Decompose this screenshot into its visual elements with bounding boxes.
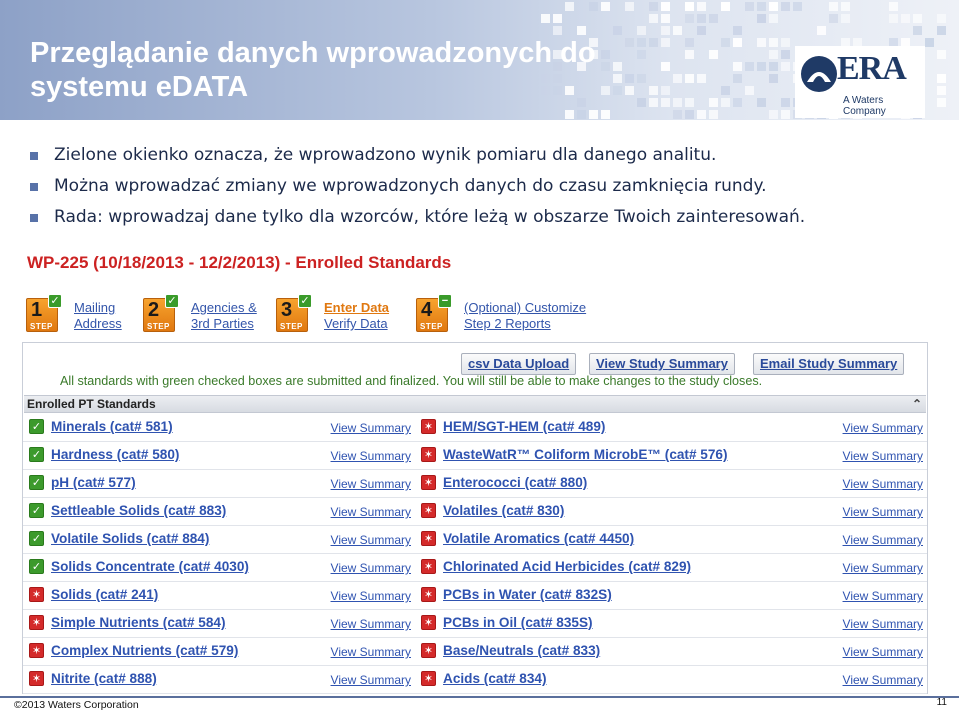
view-summary-link[interactable]: View Summary [330,561,411,575]
standard-link[interactable]: Simple Nutrients (cat# 584) [51,615,226,630]
standard-link[interactable]: PCBs in Oil (cat# 835S) [443,615,593,630]
view-summary-link[interactable]: View Summary [330,505,411,519]
standard-row [23,638,415,666]
standard-link[interactable]: Volatile Aromatics (cat# 4450) [443,531,635,546]
check-icon: ✓ [29,419,44,434]
step-link[interactable]: (Optional) Customize [464,300,587,315]
check-icon: ✓ [29,503,44,518]
star-icon: ✶ [421,615,436,630]
standard-row [23,414,415,442]
check-icon: ✓ [29,447,44,462]
slide-title: Przeglądanie danych wprowadzonych do systemu eDATA [30,37,596,103]
standard-row [415,470,927,498]
standard-row [415,666,927,694]
check-icon: ✓ [29,475,44,490]
standard-row [415,582,927,610]
step-word: STEP [30,322,53,331]
standard-link[interactable]: Solids Concentrate (cat# 4030) [51,559,249,574]
standard-link[interactable]: WasteWatR™ Coliform MicrobE™ (cat# 576) [443,447,728,462]
bullet-text: Można wprowadzać zmiany we wprowadzonych danych do czasu zamknięcia rundy. [54,176,767,196]
view-summary-link[interactable]: View Summary [330,673,411,687]
view-summary-link[interactable]: View Summary [330,645,411,659]
view-summary-link[interactable]: View Summary [842,533,923,547]
star-icon: ✶ [421,671,436,686]
view-summary-link[interactable]: View Summary [330,449,411,463]
view-summary-link[interactable]: View Summary [842,589,923,603]
view-summary-link[interactable]: View Summary [842,645,923,659]
standard-row [415,554,927,582]
view-summary-link[interactable]: View Summary [330,617,411,631]
bullet-marker [30,183,38,191]
check-icon: ✓ [48,294,62,308]
step-links [464,300,586,332]
logo-tagline: A Waters Company [843,95,886,117]
check-icon: ✓ [165,294,179,308]
standard-row [23,526,415,554]
standard-row [23,498,415,526]
standard-row [23,610,415,638]
era-logo [795,46,925,118]
step-word: STEP [420,322,443,331]
standard-link[interactable]: Enterococci (cat# 880) [443,475,588,490]
logo-brand: ERA [837,50,906,87]
standard-row [415,414,927,442]
step-number: 2 [148,299,160,321]
standard-row [23,442,415,470]
step-link[interactable]: Mailing [74,300,116,315]
standard-link[interactable]: Volatiles (cat# 830) [443,503,565,518]
bullet-marker [30,152,38,160]
view-summary-link[interactable]: View Summary [842,617,923,631]
step-navigation [26,296,626,336]
step-number: 3 [281,299,293,321]
view-summary-link[interactable]: View Summary [842,505,923,519]
bullet-item [30,206,955,237]
step-word: STEP [147,322,170,331]
step-link[interactable]: Agencies & [191,300,257,315]
standard-link[interactable]: Complex Nutrients (cat# 579) [51,643,239,658]
standard-row [415,498,927,526]
standard-row [23,666,415,694]
standard-row [415,442,927,470]
star-icon: ✶ [29,643,44,658]
view-summary-link[interactable]: View Summary [330,589,411,603]
star-icon: ✶ [421,531,436,546]
view-summary-link[interactable]: View Summary [842,673,923,687]
view-study-summary-button[interactable]: View Study Summary [589,353,735,375]
step-link[interactable]: Verify Data [324,316,388,331]
view-summary-link[interactable]: View Summary [842,561,923,575]
step-links [74,300,122,332]
star-icon: ✶ [29,671,44,686]
view-summary-link[interactable]: View Summary [330,533,411,547]
step-link[interactable]: Step 2 Reports [464,316,551,331]
page-number: 11 [936,697,947,708]
view-summary-link[interactable]: View Summary [842,449,923,463]
section-header[interactable] [24,395,926,413]
standard-link[interactable]: Solids (cat# 241) [51,587,159,602]
view-summary-link[interactable]: View Summary [330,477,411,491]
minus-icon: − [438,294,452,308]
standard-link[interactable]: Nitrite (cat# 888) [51,671,157,686]
enrolled-standards-panel [22,342,928,694]
check-icon: ✓ [29,531,44,546]
view-summary-link[interactable]: View Summary [330,421,411,435]
standard-link[interactable]: Minerals (cat# 581) [51,419,173,434]
email-study-summary-button[interactable]: Email Study Summary [753,353,904,375]
standard-row [23,470,415,498]
standard-link[interactable]: PCBs in Water (cat# 832S) [443,587,612,602]
standard-link[interactable]: Acids (cat# 834) [443,671,547,686]
standard-row [415,526,927,554]
standard-link[interactable]: HEM/SGT-HEM (cat# 489) [443,419,606,434]
star-icon: ✶ [29,615,44,630]
step-word: STEP [280,322,303,331]
standard-row [23,582,415,610]
notice-text: All standards with green checked boxes are submitted and finalized. You will still be able to make changes to the study closes. [60,374,763,388]
section-header-label: Enrolled PT Standards [27,397,156,411]
star-icon: ✶ [29,587,44,602]
star-icon: ✶ [421,503,436,518]
bullet-item [30,144,955,175]
standard-link[interactable]: Base/Neutrals (cat# 833) [443,643,601,658]
step-links [324,300,389,332]
footer-divider [0,696,959,698]
standard-link[interactable]: Chlorinated Acid Herbicides (cat# 829) [443,559,692,574]
view-summary-link[interactable]: View Summary [842,421,923,435]
bullet-item [30,175,955,206]
double-chevron-up-icon[interactable]: ⌃ [911,397,922,411]
standard-row [23,554,415,582]
action-buttons [461,353,921,375]
view-summary-link[interactable]: View Summary [842,477,923,491]
step-link[interactable]: Address [74,316,122,331]
standard-link[interactable]: pH (cat# 577) [51,475,136,490]
star-icon: ✶ [421,447,436,462]
standard-link[interactable]: Hardness (cat# 580) [51,447,180,462]
csv-upload-button[interactable]: csv Data Upload [461,353,576,375]
step-number: 1 [31,299,43,321]
study-title: WP-225 (10/18/2013 - 12/2/2013) - Enrolled Standards [27,253,452,272]
check-icon: ✓ [298,294,312,308]
check-icon: ✓ [29,559,44,574]
era-logo-mark [799,52,839,96]
bullet-text: Zielone okienko oznacza, że wprowadzono wynik pomiaru dla danego analitu. [54,145,717,165]
copyright: ©2013 Waters Corporation [14,699,139,711]
bullet-marker [30,214,38,222]
standards-column-left [23,414,415,694]
standard-link[interactable]: Settleable Solids (cat# 883) [51,503,227,518]
step-number: 4 [421,299,433,321]
star-icon: ✶ [421,643,436,658]
step-link[interactable]: Enter Data [324,300,390,315]
step-links [191,300,257,332]
bullet-text: Rada: wprowadzaj dane tylko dla wzorców, które leżą w obszarze Twoich zainteresowań. [54,207,806,227]
standard-row [415,638,927,666]
star-icon: ✶ [421,559,436,574]
standard-link[interactable]: Volatile Solids (cat# 884) [51,531,210,546]
star-icon: ✶ [421,419,436,434]
standards-column-right [415,414,927,694]
step-link[interactable]: 3rd Parties [191,316,254,331]
bullet-list [30,144,955,237]
star-icon: ✶ [421,587,436,602]
star-icon: ✶ [421,475,436,490]
standard-row [415,610,927,638]
title-band [0,0,959,120]
